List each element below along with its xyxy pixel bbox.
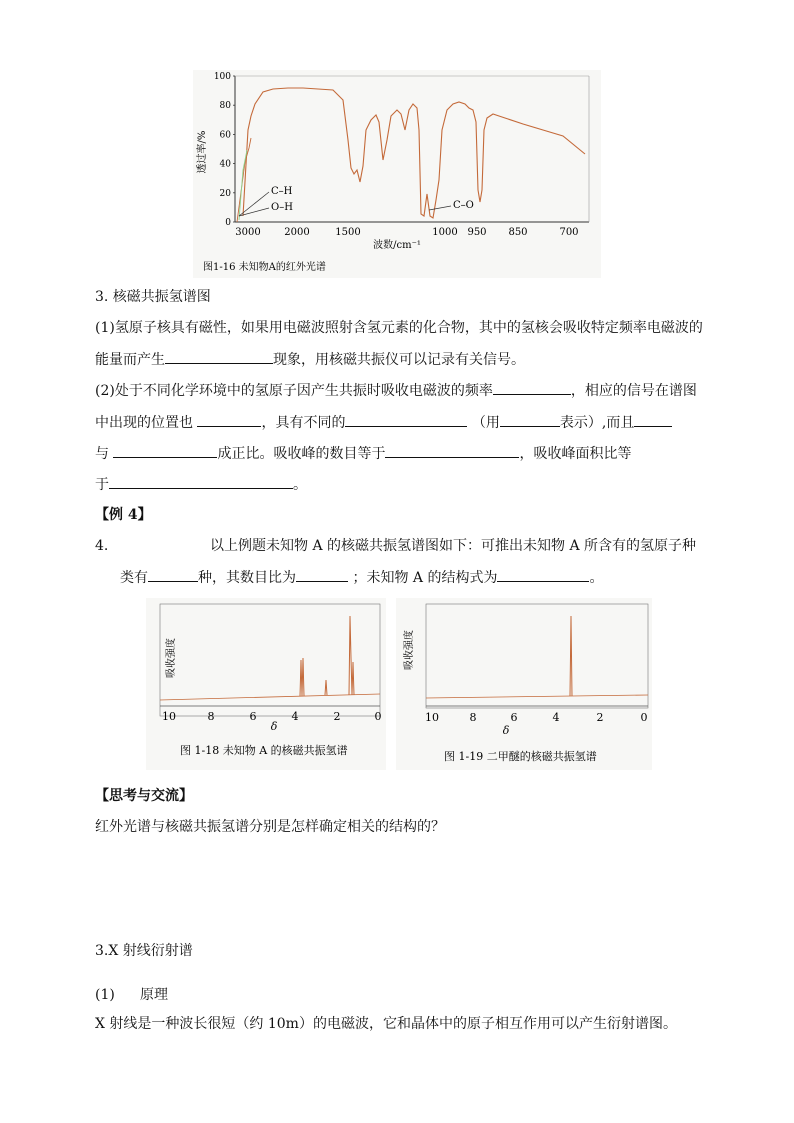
nmr-left-peak-3.6: [300, 658, 304, 696]
answer-blank[interactable]: [500, 412, 560, 427]
nmr-left-svg: [146, 598, 386, 770]
xray-heading: 3.X 射线衍射谱: [95, 943, 193, 959]
ir-y-label: 透过率/%: [197, 130, 208, 174]
nmr-left-x-tick: 2: [333, 710, 341, 723]
section3-p1-line2: [95, 349, 525, 370]
text-segment: 类有: [120, 570, 148, 586]
ir-annotation-ch: C–H: [271, 186, 293, 197]
text-segment: ，吸收峰面积比等: [519, 446, 632, 462]
text-segment: 成正比。吸收峰的数目等于: [217, 446, 386, 462]
ir-x-tick: 2000: [284, 227, 310, 238]
nmr-right-svg: [396, 598, 652, 770]
text-segment: (2)处于不同化学环境中的氢原子因产生共振时吸收电磁波的频率: [95, 383, 493, 399]
ir-y-tick: 20: [219, 188, 231, 199]
text-segment: 。: [293, 477, 307, 493]
ir-caption: 图1-16 未知物A的红外光谱: [203, 262, 326, 273]
answer-blank[interactable]: [497, 567, 589, 582]
answer-blank[interactable]: [385, 443, 519, 458]
text-segment: （用: [467, 415, 500, 431]
section3-p2-line4: [95, 474, 307, 495]
text-segment: 种，其数目比为: [198, 570, 296, 586]
text-segment: ，具有不同的: [261, 415, 346, 431]
section3-p2-line1: [95, 380, 697, 401]
text-segment: 与: [95, 446, 114, 462]
section3-p1-line1: (1)氢原子核具有磁性，如果用电磁波照射含氢元素的化合物，其中的氢核会吸收特定频率电磁波的: [95, 320, 703, 336]
answer-blank[interactable]: [345, 412, 467, 427]
nmr-left-x-tick: 6: [249, 710, 257, 723]
answer-blank[interactable]: [148, 567, 198, 582]
nmr-left-peak-2.6: [325, 680, 327, 695]
section3-p2-line3: [95, 443, 631, 464]
ir-y-tick: 0: [225, 218, 231, 228]
text-segment: 表示）,而且: [559, 415, 635, 431]
thinking-tag: 【思考与交流】: [95, 788, 193, 804]
ir-annotation-oh: O–H: [271, 202, 293, 213]
ir-short-peak: [237, 138, 251, 222]
nmr-right-x-tick: 0: [640, 711, 648, 724]
text-segment: 。: [589, 570, 604, 586]
xray-text: X 射线是一种波长很短（约 10m）的电磁波，它和晶体中的原子相互作用可以产生衍射谱图。: [95, 1016, 677, 1032]
section3-heading: 3. 核磁共振氢谱图: [95, 289, 211, 305]
ir-spectrum-figure: [193, 70, 601, 278]
answer-blank[interactable]: [634, 412, 672, 427]
nmr-right-y-label: 吸收强度: [404, 630, 415, 670]
ir-spectrum-svg: [193, 70, 601, 278]
nmr-left-y-label: 吸收强度: [166, 638, 177, 678]
text-segment: ，相应的信号在谱图: [570, 383, 697, 399]
example4-number: 4.: [95, 538, 109, 554]
ir-y-tick: 40: [219, 159, 231, 170]
ir-y-tick: 100: [213, 72, 231, 82]
answer-blank[interactable]: [109, 474, 293, 489]
ir-x-tick: 1000: [432, 227, 458, 238]
text-segment: 于: [95, 477, 109, 493]
nmr-right-x-tick: 6: [510, 711, 518, 724]
ir-x-tick: 1500: [335, 227, 361, 238]
nmr-left-x-tick: 10: [162, 710, 176, 723]
ir-annotation-co: C–O: [453, 200, 474, 211]
ir-y-tick: 60: [219, 130, 231, 141]
nmr-right-caption: 图 1-19 二甲醚的核磁共振氢谱: [444, 750, 597, 763]
text-segment: 现象，用核磁共振仪可以记录有关信号。: [273, 352, 525, 368]
xray-sub-title: 原理: [140, 987, 168, 1003]
nmr-right-x-tick: 10: [425, 711, 439, 724]
ir-x-tick: 700: [559, 227, 579, 238]
ir-y-tick: 80: [219, 101, 231, 112]
thinking-question: 红外光谱与核磁共振氢谱分别是怎样确定相关的结构的？: [95, 819, 445, 835]
ir-x-tick: 3000: [235, 227, 261, 238]
nmr-spectrum-unknown-a: [146, 598, 386, 770]
answer-blank[interactable]: [197, 412, 261, 427]
nmr-right-x-tick: 4: [552, 711, 560, 724]
nmr-right-x-tick: 2: [596, 711, 604, 724]
ir-x-tick: 950: [467, 227, 487, 238]
ir-spectrum-line: [243, 88, 585, 218]
nmr-right-x-tick: 8: [469, 711, 477, 724]
nmr-right-peak-3.2: [570, 616, 572, 696]
nmr-left-baseline: [160, 694, 380, 700]
example4-line1: 以上例题未知物 A 的核磁共振氢谱图如下：可推出未知物 A 所含有的氢原子种: [210, 538, 697, 554]
text-segment: 中出现的位置也: [95, 415, 198, 431]
nmr-left-peak-1.2: [349, 616, 354, 695]
nmr-spectrum-dimethyl-ether: [396, 598, 652, 770]
nmr-left-x-tick: 4: [291, 710, 299, 723]
nmr-right-baseline: [426, 695, 648, 698]
nmr-left-x-tick: 0: [374, 710, 382, 723]
answer-blank[interactable]: [296, 567, 348, 582]
section3-p2-line2: [95, 412, 672, 433]
answer-blank[interactable]: [113, 443, 217, 458]
nmr-left-x-label: δ: [270, 720, 278, 733]
text-segment: ；未知物 A 的结构式为: [348, 570, 498, 586]
nmr-right-x-label: δ: [502, 724, 510, 737]
ir-x-tick: 850: [508, 227, 528, 238]
nmr-left-x-tick: 8: [207, 710, 215, 723]
example4-line2: [120, 567, 603, 588]
answer-blank[interactable]: [493, 380, 571, 395]
xray-sub-number: (1): [95, 987, 115, 1003]
nmr-left-caption: 图 1-18 未知物 A 的核磁共振氢谱: [180, 744, 348, 757]
ir-x-label: 波数/cm⁻¹: [373, 240, 421, 251]
answer-blank[interactable]: [165, 349, 273, 364]
text-segment: 能量而产生: [95, 352, 165, 368]
example4-tag: 【例 4】: [95, 507, 152, 523]
